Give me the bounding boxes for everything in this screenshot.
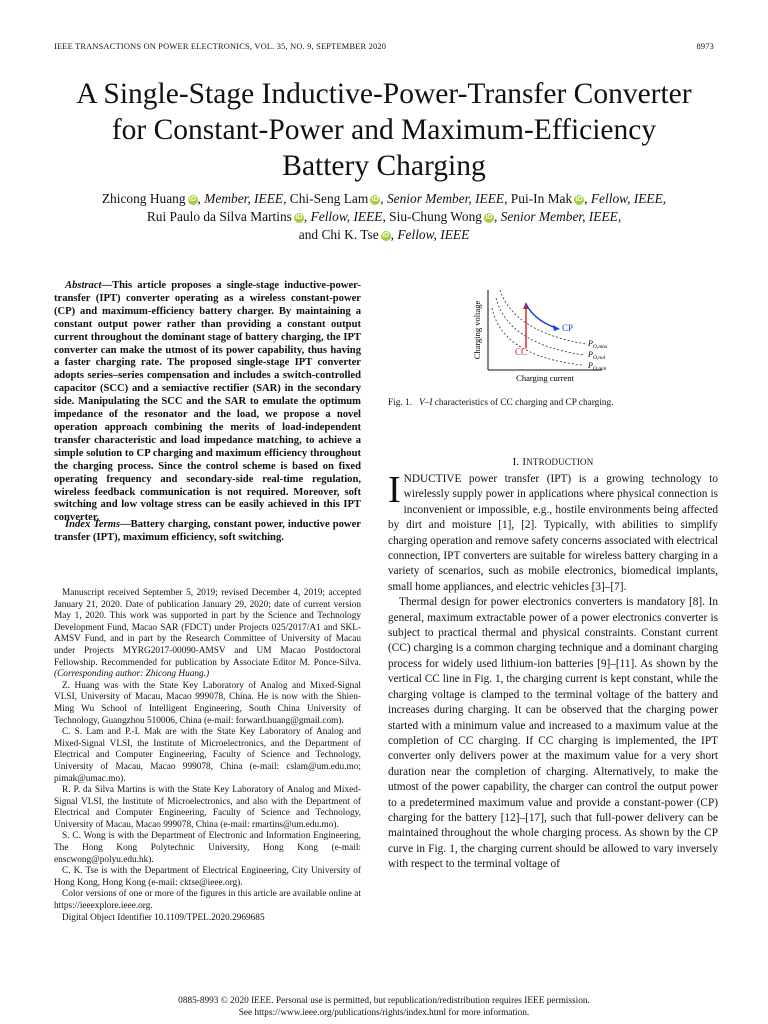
footnote: Color versions of one or more of the figures in this article are available online at https://ieeexplore.ieee.org. bbox=[54, 889, 361, 912]
power-curve-max bbox=[500, 290, 586, 344]
index-terms: Index Terms—Battery charging, constant power, inductive power transfer (IPT), maximum efficiency, soft switching. bbox=[54, 519, 361, 543]
cc-label: CC bbox=[515, 347, 528, 357]
orcid-icon[interactable]: iD bbox=[382, 232, 390, 239]
footnote: Z. Huang was with the State Key Laboratory of Analog and Mixed-Signal VLSI, University of Macau, Macao 999078, China. He is now with the Shien-Ming Wu School of Intelligent Engineering, South China University of Technology, Guangzhou 510006, China (e-mail: forward.huang@gmail.com). bbox=[54, 680, 361, 726]
abstract: Abstract—This article proposes a single-stage inductive-power-transfer (IPT) converter operating as a wireless constant-power (CP) and maximum-efficiency battery charger. By maintaining a constant output power rather than providing a constant output current throughout the dominant stage of battery charging, the IPT converter can make the utmost of its power capability, thus having a faster charging rate. The proposed single-stage IPT converter adopts series–series compensation and includes a switch-controlled capacitor (SCC) and a semiactive rectifier (SAR) in the secondary side. Manipulating the SCC and the SAR to emulate the optimum impedance of the resonator and the load, we propose a novel operation approach combining the merits of load-independent transfer characteristic and load impedance matching, to achieve a simple solution to CP charging and maximum efficiency throughout the charging process. Since the control scheme is based on fixed operating frequency and secondary-side real-time regulation, wireless feedback communication is not required. Moreover, soft switching and low voltage stress can be easily achieved in this IPT converter. bbox=[54, 280, 361, 524]
figure-xlabel: Charging current bbox=[516, 373, 574, 383]
cp-label: CP bbox=[562, 323, 574, 333]
cp-arrow bbox=[553, 325, 560, 331]
author-name: Chi-Seng Lam bbox=[289, 191, 369, 206]
running-header: IEEE TRANSACTIONS ON POWER ELECTRONICS, VOL. 35, NO. 9, SEPTEMBER 2020 bbox=[54, 42, 387, 51]
footnote: R. P. da Silva Martins is with the State Key Laboratory of Analog and Mixed-Signal VLSI, the Institute of Microelectronics, and also with the Department of Electrical and Computer Engineering, Faculty of Science and Technology, University of Macau, Macao 999078, China (e-mail: rmartins@um.edu.mo). bbox=[54, 785, 361, 830]
copyright-notice: 0885-8993 © 2020 IEEE. Personal use is permitted, but republication/redistribution requires IEEE permission. See https://www.ieee.org/publications/rights/index.html for more information. bbox=[178, 996, 590, 1018]
index-terms-text: Battery charging, constant power, inductive power transfer (IPT), maximum efficiency, soft switching. bbox=[54, 519, 361, 543]
title-line: A Single-Stage Inductive-Power-Transfer Converter bbox=[76, 78, 692, 110]
footnote: Manuscript received September 5, 2019; revised December 4, 2019; accepted January 21, 2020. Date of publication January 29, 2020; date of current version May 1, 2020. This work was supported in part by the Science and Technology Development Fund, Macao SAR (FDCT) under Projects 025/2017/A1 and SKL-AMSV Fund, and in part by the Research Committee of University of Macau under Projects MYRG2017-00090-AMSV and UM Macao Postdoctoral Fellowship. Recommended for publication by Associate Editor M. Ponce-Silva. (Corresponding author: Zhicong Huang.) bbox=[54, 588, 361, 680]
footnote: C. K. Tse is with the Department of Electrical Engineering, City University of Hong Kong, Hong Kong (e-mail: cktse@ieee.org). bbox=[54, 866, 361, 888]
figure-vi-characteristics bbox=[474, 284, 622, 388]
curve-label: $P_{O,min}$ bbox=[588, 361, 607, 372]
curve-label: $P_{O,max}$ bbox=[588, 339, 608, 350]
curve-label: $P_{O,nol}$ bbox=[588, 350, 606, 361]
paragraph: INDUCTIVE power transfer (IPT) is a growing technology to wirelessly supply power in applications where physical connection is inconvenient or impossible, e.g., hostile environments being affected by dirt and moisture [1], [2]. Typically, with abilities to simplify charging operation and remove safety concerns associated with electrical connection, IPT converters are suitable for wireless battery charging in a variety of scenarios, such as mobile electronics, biomedical implants, small home appliances, and electric vehicles [3]–[7]. bbox=[388, 469, 718, 593]
footnote: Digital Object Identifier 10.1109/TPEL.2020.2969685 bbox=[62, 912, 265, 923]
title-line: Battery Charging bbox=[282, 150, 486, 182]
author-role: Senior Member, IEEE bbox=[500, 209, 618, 224]
drop-cap: I bbox=[388, 469, 401, 511]
figure-caption: Fig. 1. V–I characteristics of CC charging and CP charging. bbox=[388, 398, 614, 408]
author-list: Zhicong Huang iD , Member, IEEE, Chi-Seng Lam iD , Senior Member, IEEE, Pui-In Mak iD , Fellow, IEEE, Rui Paulo da Silva Martins iD , Fellow, IEEE, Siu-Chung Wong iD , Senior Member, IEEE, and Chi K. Tse iD , Fellow, IEEE bbox=[101, 191, 667, 242]
title-line: for Constant-Power and Maximum-Efficiency bbox=[111, 114, 657, 146]
abstract-label: Abstract bbox=[65, 280, 102, 291]
author-name: Pui-In Mak bbox=[510, 191, 573, 206]
index-terms-label: Index Terms bbox=[65, 519, 121, 530]
author-role: Fellow, IEEE bbox=[590, 191, 663, 206]
paper-title bbox=[40, 76, 728, 184]
footnote: S. C. Wong is with the Department of Electronic and Information Engineering, The Hong Kong Polytechnic University, Hong Kong (e-mail: enscwong@polyu.edu.hk). bbox=[54, 831, 361, 865]
orcid-icon[interactable]: iD bbox=[575, 196, 583, 203]
abstract-text: This article proposes a single-stage inductive-power-transfer (IPT) converter operating as a wireless constant-power (CP) and maximum-efficiency battery charger. By maintaining a constant output power rather than providing a constant output current throughout the dominant stage of battery charging, the IPT converter can make the utmost of its power capability, thus having a faster charging rate. The proposed single-stage IPT converter adopts series–series compensation and includes a switch-controlled capacitor (SCC) and a semiactive rectifier (SAR) in the secondary side. Manipulating the SCC and the SAR to emulate the optimum impedance of the resonator and the load, we propose a novel operation approach combining the merits of load-independent transfer characteristic and load impedance matching, to achieve a simple solution to CP charging and maximum efficiency throughout the charging process. Since the control scheme is based on fixed operating frequency and secondary-side real-time regulation, wireless feedback communication is not required. Moreover, soft switching and low voltage stress can be easily achieved in this IPT converter. bbox=[54, 280, 361, 524]
introduction bbox=[388, 469, 718, 873]
paragraph: Thermal design for power electronics converters is mandatory [8]. In general, maximum extractable power of a power electronics converter is subject to practical thermal and physical constraints. Constant current (CC) charging is a common charging technique and a dominant charging process for widely used lithium-ion batteries [9]–[11]. As shown by the vertical CC line in Fig. 1, the charging current is kept constant, while the charging voltage is clamped to the terminal voltage of the battery and increases during charging. It can be observed that the charging power started with a minimum value and increased to a maximum value at the completion of CC charging. If CC charging is implemented, the IPT converter only delivers power at the maximum value for a very short duration near the completion of charging. Alternatively, to make the utmost of the power capability, the charger can control the output power to a predetermined maximum value and provide a constant-power (CP) charging for the battery [12]–[17], such that full-power delivery can be maintained throughout the whole charging process. As shown by the CP curve in Fig. 1, the charging current should be allowed to vary inversely with respect to the terminal voltage of bbox=[388, 596, 718, 871]
author-role: Fellow, IEEE bbox=[397, 227, 470, 242]
orcid-icon[interactable]: iD bbox=[485, 214, 493, 221]
corresponding-author: (Corresponding author: Zhicong Huang.) bbox=[54, 669, 210, 680]
orcid-icon[interactable]: iD bbox=[295, 214, 303, 221]
author-role: Senior Member, IEEE bbox=[386, 191, 505, 206]
author-role: Fellow, IEEE bbox=[310, 209, 383, 224]
author-name: Zhicong Huang bbox=[101, 191, 186, 206]
orcid-icon[interactable]: iD bbox=[371, 196, 379, 203]
footnotes bbox=[54, 588, 361, 924]
author-name: Rui Paulo da Silva Martins bbox=[146, 209, 292, 224]
power-curve-min bbox=[492, 308, 582, 365]
author-name: Siu-Chung Wong bbox=[389, 209, 482, 224]
author-role: Member, IEEE bbox=[204, 191, 284, 206]
footnote: C. S. Lam and P.-I. Mak are with the State Key Laboratory of Analog and Mixed-Signal VLSI, the Institute of Microelectronics, and the Department of Electrical and Computer Engineering, Faculty of Science and Technology, University of Macau, Macao 999078, China (e-mail: cslam@um.edu.mo; pimak@umac.mo). bbox=[54, 727, 361, 784]
author-name: Chi K. Tse bbox=[321, 227, 379, 242]
orcid-icon[interactable]: iD bbox=[189, 196, 197, 203]
page-number: 8973 bbox=[696, 42, 714, 51]
cp-curve bbox=[526, 304, 556, 328]
section-heading: I. INTRODUCTION bbox=[512, 456, 594, 468]
figure-ylabel: Charging voltage bbox=[472, 300, 482, 360]
